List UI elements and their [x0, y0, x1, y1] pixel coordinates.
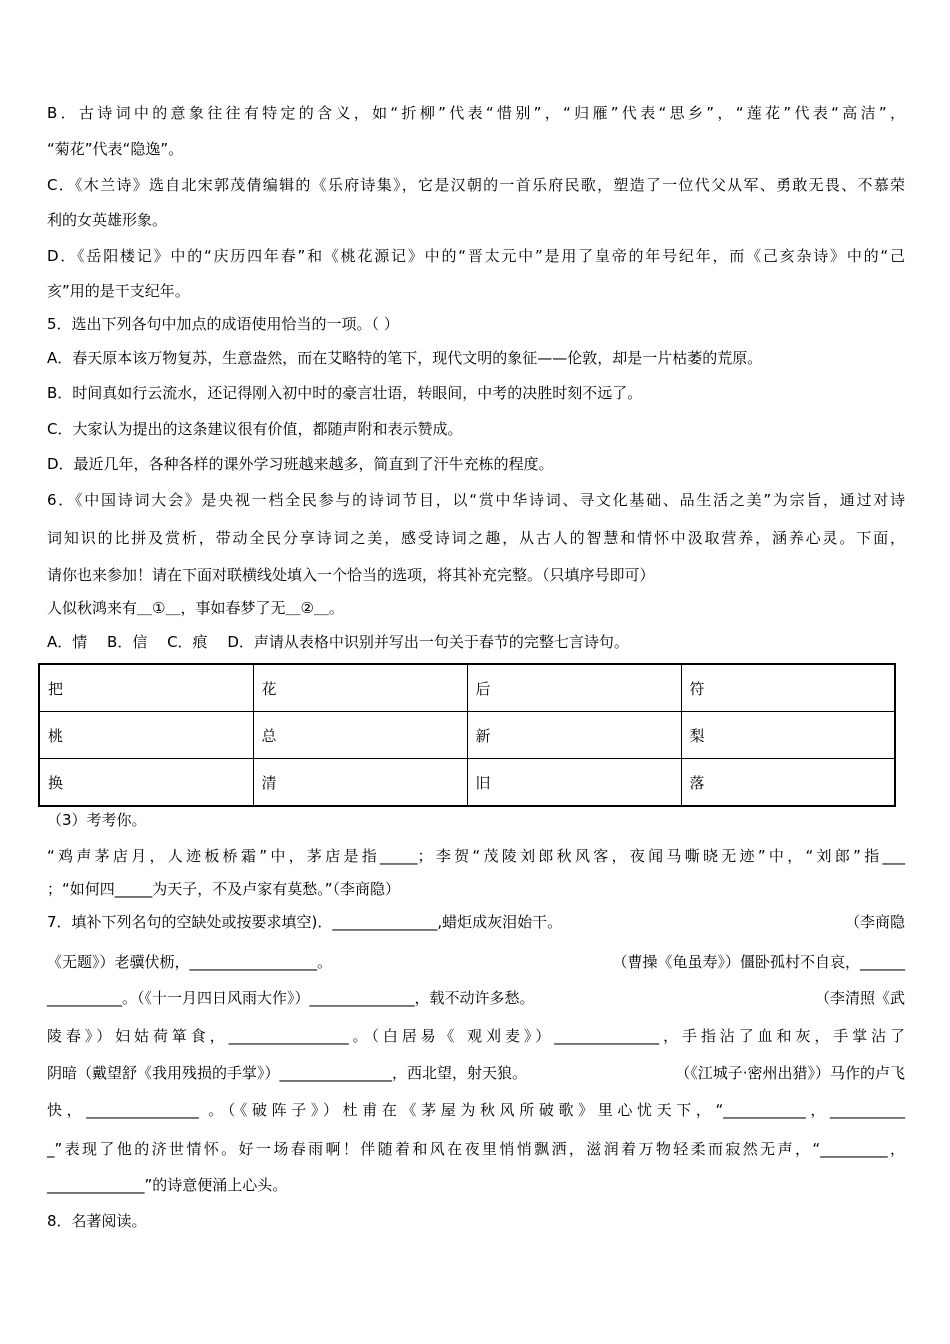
q7-line5-source: （《江城子·密州出猎》）马作的卢飞 — [675, 1064, 905, 1082]
q5-option-b: B．时间真如行云流水，还记得刚入初中时的豪言壮语，转眼间，中考的决胜时刻不远了。 — [47, 384, 643, 402]
table-cell: 把 — [39, 664, 253, 712]
q5-stem: 5．选出下列各句中加点的成语使用恰当的一项。（ ） — [47, 315, 399, 333]
table-cell: 落 — [681, 759, 895, 807]
q7-line3-source: （李清照《武 — [814, 989, 905, 1007]
q7-line2-source: （曹操《龟虽寿》）僵卧孤村不自哀，______ — [612, 953, 905, 971]
q4-option-d-line2: 亥”用的是干支纪年。 — [47, 282, 190, 300]
table-cell: 旧 — [467, 759, 681, 807]
q4-option-d-line1: D．《岳阳楼记》中的“庆历四年春”和《桃花源记》中的“晋太元中”是用了皇帝的年号纪年，而《己亥杂诗》中的“己 — [47, 247, 905, 265]
table-cell: 后 — [467, 664, 681, 712]
table-cell: 新 — [467, 712, 681, 759]
q7-line5 — [47, 1063, 905, 1083]
q7-line1-text: 7．填补下列名句的空缺处或按要求填空)．______________,蜡炬成灰泪始干。 — [47, 913, 563, 931]
q6-sub3-line1: “鸡声茅店月，人迹板桥霜”中，茅店是指_____；李贺“茂陵刘郎秋风客，夜闻马嘶晓无迹”中，“刘郎”指___ — [47, 847, 905, 865]
table-cell: 桃 — [39, 712, 253, 759]
q6-stem-line3: 请你也来参加！请在下面对联横线处填入一个恰当的选项，将其补充完整。（只填序号即可） — [47, 566, 655, 584]
q7-line2-text: 《无题》）老骥伏枥，_________________。 — [47, 953, 333, 971]
q4-option-c-line2: 利的女英雄形象。 — [47, 211, 168, 229]
q7-line1 — [47, 912, 905, 932]
q7-line8: _____________”的诗意便涌上心头。 — [47, 1176, 288, 1194]
table-cell: 花 — [253, 664, 467, 712]
table-row — [39, 759, 895, 807]
table-row — [39, 712, 895, 759]
q7-line3-text: __________。（《十一月四日风雨大作》）______________，载不动许多愁。 — [47, 989, 535, 1007]
q7-line2 — [47, 952, 905, 972]
q8-stem: 8．名著阅读。 — [47, 1212, 147, 1230]
table-cell: 清 — [253, 759, 467, 807]
table-cell: 总 — [253, 712, 467, 759]
table-cell: 梨 — [681, 712, 895, 759]
q7-line5-text: 阴暗（戴望舒《我用残损的手掌》）_______________，西北望，射天狼。 — [47, 1064, 528, 1082]
q6-options: A．情 B．信 C．痕 D．声请从表格中识别并写出一句关于春节的完整七言诗句。 — [47, 633, 629, 651]
table-row — [39, 664, 895, 712]
q6-sub3-heading: （3）考考你。 — [47, 811, 147, 829]
table-cell: 符 — [681, 664, 895, 712]
q4-option-b-line1: B．古诗词中的意象往往有特定的含义，如“折柳”代表“惜别”，“归雁”代表“思乡”，“莲花”代表“高洁”， — [47, 104, 905, 122]
q7-line3 — [47, 988, 905, 1008]
character-table — [38, 663, 896, 807]
q6-couplet: 人似秋鸿来有＿①＿，事如春梦了无＿②＿。 — [47, 599, 344, 617]
q6-sub3-line2: ；“如何四_____为天子，不及卢家有莫愁。”（李商隐） — [47, 880, 401, 898]
q4-option-b-line2: “菊花”代表“隐逸”。 — [47, 140, 184, 158]
q5-option-c: C．大家认为提出的这条建议很有价值，都随声附和表示赞成。 — [47, 420, 463, 438]
q7-line7: _”表现了他的济世情怀。好一场春雨啊！伴随着和风在夜里悄悄飘洒，滋润着万物轻柔而寂然无声，“_________， — [47, 1140, 905, 1158]
q7-line4: 陵春》）妇姑荷箪食，________________。（白居易《 观刈麦》）______________，手指沾了血和灰，手掌沾了 — [47, 1027, 905, 1045]
q7-line6: 快，_______________ 。（《破阵子》）杜甫在《茅屋为秋风所破歌》里心忧天下，“___________，__________ — [47, 1101, 905, 1119]
q5-option-d: D．最近几年，各种各样的课外学习班越来越多，简直到了汗牛充栋的程度。 — [47, 455, 554, 473]
q6-stem-line2: 词知识的比拼及赏析，带动全民分享诗词之美，感受诗词之趣，从古人的智慧和情怀中汲取营养，涵养心灵。下面， — [47, 529, 905, 547]
q4-option-c-line1: C．《木兰诗》选自北宋郭茂倩编辑的《乐府诗集》，它是汉朝的一首乐府民歌，塑造了一位代父从军、勇敢无畏、不慕荣 — [47, 176, 905, 194]
q7-line1-source: （李商隐 — [844, 913, 905, 931]
q6-stem-line1: 6．《中国诗词大会》是央视一档全民参与的诗词节目，以“赏中华诗词、寻文化基础、品生活之美”为宗旨，通过对诗 — [47, 491, 905, 509]
q5-option-a: A．春天原本该万物复苏，生意盎然，而在艾略特的笔下，现代文明的象征——伦敦，却是一片枯萎的荒原。 — [47, 349, 763, 367]
table-cell: 换 — [39, 759, 253, 807]
